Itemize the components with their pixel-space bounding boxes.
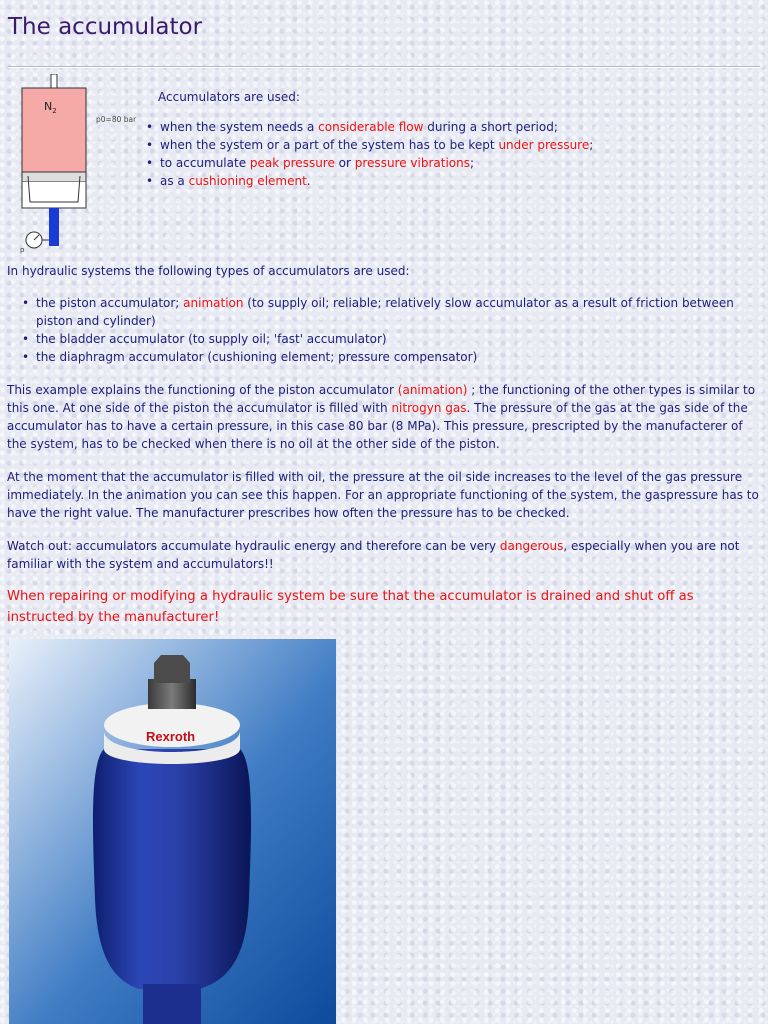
list-item: • when the system or a part of the system has to be kept under pressure; xyxy=(146,136,758,154)
piston xyxy=(22,172,86,182)
oil-chamber xyxy=(22,182,86,208)
valve-hex-nut xyxy=(154,655,190,683)
types-intro: In hydraulic systems the following types of accumulators are used: xyxy=(7,264,410,278)
list-item: • the bladder accumulator (to supply oil; 'fast' accumulator) xyxy=(22,330,758,348)
highlight-text: nitrogyn gas xyxy=(391,401,467,415)
piston-accumulator-diagram xyxy=(16,74,146,254)
animation-link[interactable]: animation xyxy=(183,296,244,310)
caution-paragraph: Watch out: accumulators accumulate hydraulic energy and therefore can be very dangerous, especially when you are not familiar with the system and accumulators!! xyxy=(7,539,740,571)
explanation-paragraph: This example explains the functioning of the piston accumulator (animation) ; the functioning of the other types is similar to this one. At one side of the piston the accumulator is filled with nitrogyn gas. The pressure of the gas at the gas side of the accumulator has to have a certain pressure, in this case 80 bar (8 MPa). This pressure, prescripted by the manufacterer of the system, has to be checked when there is no oil at the other side of the piston. xyxy=(7,383,756,451)
page-title: The accumulator xyxy=(8,14,203,40)
highlight-text: considerable flow xyxy=(318,120,424,134)
highlight-text: cushioning element xyxy=(188,174,307,188)
valve-cap xyxy=(148,679,196,709)
filling-paragraph: At the moment that the accumulator is filled with oil, the pressure at the oil side increases to the level of the gas pressure immediately. In the animation you can see this happen. For an appropriate functioning of the system, the gaspressure has to have the right value. The manufacturer prescribes how often the pressure has to be checked. xyxy=(7,470,759,520)
accumulator-photo xyxy=(9,639,336,1024)
brand-logo: Rexroth xyxy=(146,729,196,744)
top-valve-stem xyxy=(51,74,57,88)
animation-link[interactable]: (animation) xyxy=(397,383,468,397)
bladder-shell xyxy=(93,749,251,989)
oil-pipe xyxy=(49,208,59,246)
list-item: • to accumulate peak pressure or pressure vibrations; xyxy=(146,154,758,172)
outlet-port xyxy=(143,984,201,1024)
usage-heading: Accumulators are used: xyxy=(158,90,300,104)
highlight-text: dangerous xyxy=(499,539,564,553)
usage-section xyxy=(158,88,758,190)
gauge-label: p xyxy=(20,246,25,254)
list-item: • the piston accumulator; animation (to supply oil; reliable; relatively slow accumulator as a result of friction between piston and cylinder) xyxy=(22,294,758,330)
list-item: • as a cushioning element. xyxy=(146,172,758,190)
gas-label: $N_2$ xyxy=(44,100,57,115)
pressure-label: p0=80 bar xyxy=(96,115,137,124)
list-item: • the diaphragm accumulator (cushioning element; pressure compensator) xyxy=(22,348,758,366)
warning-message: When repairing or modifying a hydraulic system be sure that the accumulator is drained and shut off as instructed by the manufacturer! xyxy=(7,589,694,625)
highlight-text: pressure vibrations xyxy=(354,156,470,170)
gas-chamber xyxy=(22,88,86,172)
types-list xyxy=(22,294,758,366)
usage-list xyxy=(158,118,758,190)
highlight-text: peak pressure xyxy=(249,156,335,170)
highlight-text: under pressure xyxy=(498,138,590,152)
horizontal-rule xyxy=(8,66,760,68)
list-item: • when the system needs a considerable flow during a short period; xyxy=(146,118,758,136)
